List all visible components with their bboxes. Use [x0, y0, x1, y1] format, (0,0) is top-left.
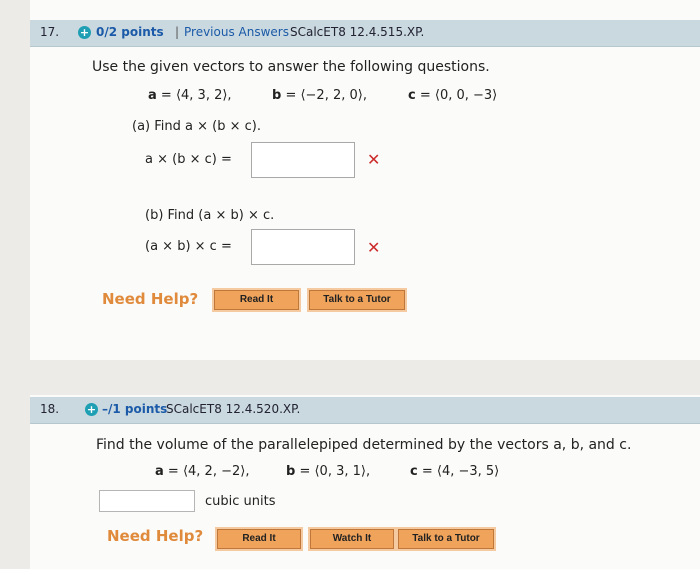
vector-c-name: c: [408, 88, 416, 103]
part-a-prompt: (a) Find a × (b × c).: [132, 119, 261, 134]
read-it-button[interactable]: Read It: [214, 290, 299, 310]
question-id: SCalcET8 12.4.520.XP.: [166, 402, 301, 416]
vector-a-name: a: [148, 88, 157, 103]
vector-c-value: = ⟨4, −3, 5⟩: [417, 464, 500, 479]
vector-b: [272, 88, 367, 103]
watch-it-button[interactable]: Watch It: [310, 529, 394, 549]
vector-a: [148, 88, 232, 103]
wrong-icon: ✕: [367, 150, 381, 169]
vector-b-value: = ⟨−2, 2, 0⟩,: [281, 88, 367, 103]
points-label: 0/2 points: [96, 25, 164, 39]
question-17-header: [30, 20, 700, 47]
part-b-prompt: (b) Find (a × b) × c.: [145, 208, 275, 223]
previous-answers-link[interactable]: Previous Answers: [184, 25, 289, 39]
vector-c: [408, 88, 497, 103]
vector-b-name: b: [286, 464, 296, 479]
vector-b-name: b: [272, 88, 282, 103]
talk-to-tutor-button[interactable]: Talk to a Tutor: [398, 529, 494, 549]
volume-input[interactable]: [99, 490, 195, 512]
plus-icon[interactable]: +: [79, 26, 90, 39]
talk-to-tutor-button[interactable]: Talk to a Tutor: [309, 290, 405, 310]
question-id: SCalcET8 12.4.515.XP.: [290, 25, 425, 39]
vector-b-value: = ⟨0, 3, 1⟩,: [295, 464, 371, 479]
separator: |: [175, 25, 180, 39]
question-18-header: [30, 397, 700, 424]
wrong-icon: ✕: [367, 238, 381, 257]
question-number: 17.: [40, 25, 60, 39]
need-help-label: Need Help?: [102, 290, 199, 308]
instructions: Use the given vectors to answer the following questions.: [92, 59, 490, 75]
question-number: 18.: [40, 402, 60, 416]
vector-c: [410, 464, 499, 479]
answer-b-label: (a × b) × c =: [145, 239, 232, 254]
points-label: –/1 points: [102, 402, 168, 416]
question-17-card: [30, 0, 700, 360]
vector-b: [286, 464, 370, 479]
plus-icon[interactable]: +: [86, 403, 97, 416]
read-it-button[interactable]: Read It: [217, 529, 301, 549]
answer-a-input[interactable]: [251, 142, 355, 178]
need-help-label: Need Help?: [107, 527, 204, 545]
instructions: Find the volume of the parallelepiped determined by the vectors a, b, and c.: [96, 437, 632, 453]
vector-a: [155, 464, 249, 479]
answer-b-input[interactable]: [251, 229, 355, 265]
vector-a-name: a: [155, 464, 164, 479]
units-label: cubic units: [205, 494, 276, 509]
vector-a-value: = ⟨4, 3, 2⟩,: [156, 88, 232, 103]
question-18-card: [30, 395, 700, 569]
vector-a-value: = ⟨4, 2, −2⟩,: [163, 464, 250, 479]
vector-c-value: = ⟨0, 0, −3⟩: [415, 88, 498, 103]
vector-c-name: c: [410, 464, 418, 479]
answer-a-label: a × (b × c) =: [145, 152, 232, 167]
